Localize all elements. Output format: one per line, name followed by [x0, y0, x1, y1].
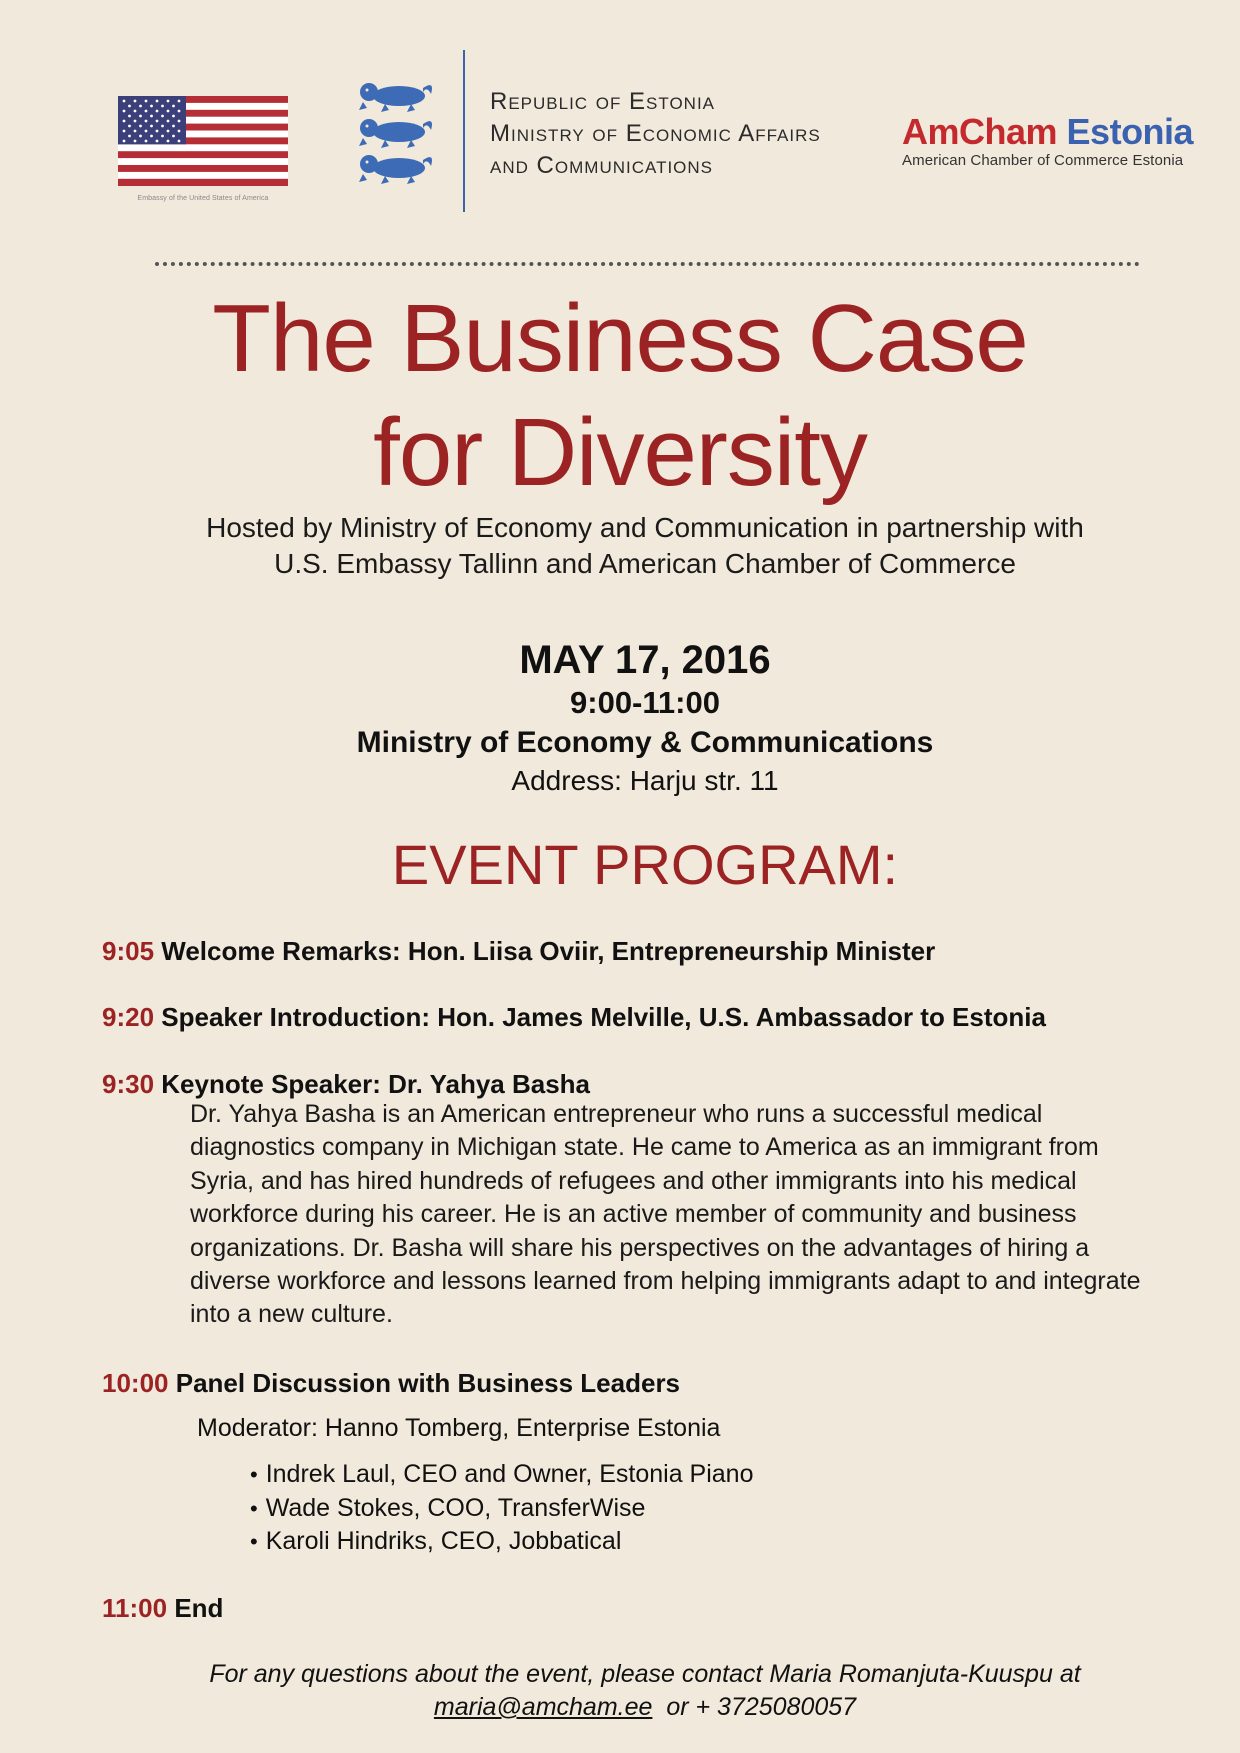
hosted-line-2: U.S. Embassy Tallinn and American Chamber of Commerce: [274, 548, 1016, 579]
keynote-description: [190, 1098, 1200, 1332]
amcham-wordmark: [902, 112, 1193, 152]
dotted-separator: [155, 262, 1140, 266]
amcham-subtitle: American Chamber of Commerce Estonia: [902, 152, 1184, 169]
list-item: • Karoli Hindriks, CEO, Jobbatical: [252, 1525, 753, 1559]
program-item-time: 9:20: [102, 1002, 155, 1032]
page-title: [0, 282, 1240, 510]
program-item: [102, 1592, 223, 1624]
keynote-description-line: workforce during his career. He is an active member of community and business: [190, 1200, 1077, 1229]
hosted-by-text: [0, 510, 1240, 582]
program-item-time: 10:00: [102, 1368, 169, 1398]
event-time: 9:00-11:00: [570, 685, 720, 720]
keynote-description-line: Dr. Yahya Basha is an American entrepreneur who runs a successful medical: [190, 1100, 1043, 1128]
program-item-title: Welcome Remarks: Hon. Liisa Oviir, Entrepreneurship Minister: [161, 936, 936, 966]
us-flag-icon: [118, 96, 288, 186]
title-line-2: for Diversity: [373, 399, 867, 506]
program-heading: EVENT PROGRAM:: [391, 833, 899, 896]
keynote-description-line: organizations. Dr. Basha will share his perspectives on the advantages of hiring a: [190, 1233, 1090, 1262]
keynote-description-line: diagnostics company in Michigan state. He came to America as an immigrant from: [190, 1133, 1099, 1162]
program-item-title: Speaker Introduction: Hon. James Melville, U.S. Ambassador to Estonia: [161, 1002, 1046, 1032]
contact-info: [0, 1658, 1240, 1724]
event-address: Address: Harju str. 11: [511, 765, 779, 796]
keynote-description-line: diverse workforce and lessons learned from helping immigrants adapt to and integrate: [190, 1267, 1141, 1296]
event-details: [0, 636, 1240, 798]
event-date: MAY 17, 2016: [519, 638, 771, 682]
event-venue: Ministry of Economy & Communications: [356, 726, 934, 759]
program-item-title: Panel Discussion with Business Leaders: [175, 1368, 681, 1398]
ministry-line-2: Ministry of Economic Affairs: [490, 120, 821, 147]
program-item-time: 11:00: [102, 1593, 168, 1623]
program-item: [102, 1367, 680, 1399]
amcham-wordmark-blue: Estonia: [1066, 111, 1194, 152]
list-item: • Indrek Laul, CEO and Owner, Estonia Piano: [252, 1458, 753, 1492]
keynote-description-line: into a new culture.: [190, 1300, 393, 1329]
keynote-description-line: Syria, and has hired hundreds of refugees and other immigrants into his medical: [190, 1166, 1077, 1195]
contact-line-2: [0, 1691, 1240, 1724]
ministry-logo-text: [490, 86, 821, 182]
amcham-logo: [902, 112, 1193, 169]
program-item-time: 9:05: [102, 936, 155, 966]
header-divider: [463, 50, 465, 212]
contact-phone: or + 3725080057: [652, 1693, 857, 1721]
contact-email-link[interactable]: maria@amcham.ee: [433, 1693, 653, 1721]
hosted-line-1: Hosted by Ministry of Economy and Communication in partnership with: [206, 512, 1084, 543]
program-item: [102, 1068, 590, 1100]
ministry-line-1: Republic of Estonia: [490, 88, 716, 115]
title-line-1: The Business Case: [212, 285, 1028, 392]
list-item: • Wade Stokes, COO, TransferWise: [252, 1492, 753, 1526]
program-item-title: End: [174, 1593, 224, 1623]
program-item: [102, 1001, 1046, 1033]
contact-line: For any questions about the event, please contact Maria Romanjuta-Kuuspu at: [209, 1660, 1081, 1688]
program-item-title: Keynote Speaker: Dr. Yahya Basha: [161, 1069, 591, 1099]
amcham-wordmark-red: AmCham: [902, 111, 1058, 152]
program-item-time: 9:30: [102, 1069, 155, 1099]
estonian-coat-of-arms-icon: [355, 78, 437, 188]
ministry-line-3: and Communications: [490, 152, 714, 179]
panel-moderator: Moderator: Hanno Tomberg, Enterprise Estonia: [197, 1414, 721, 1442]
program-item: [102, 935, 935, 967]
us-embassy-logo: [118, 96, 288, 202]
panelist-list: [252, 1458, 753, 1559]
flag-caption: Embassy of the United States of America: [137, 195, 269, 202]
